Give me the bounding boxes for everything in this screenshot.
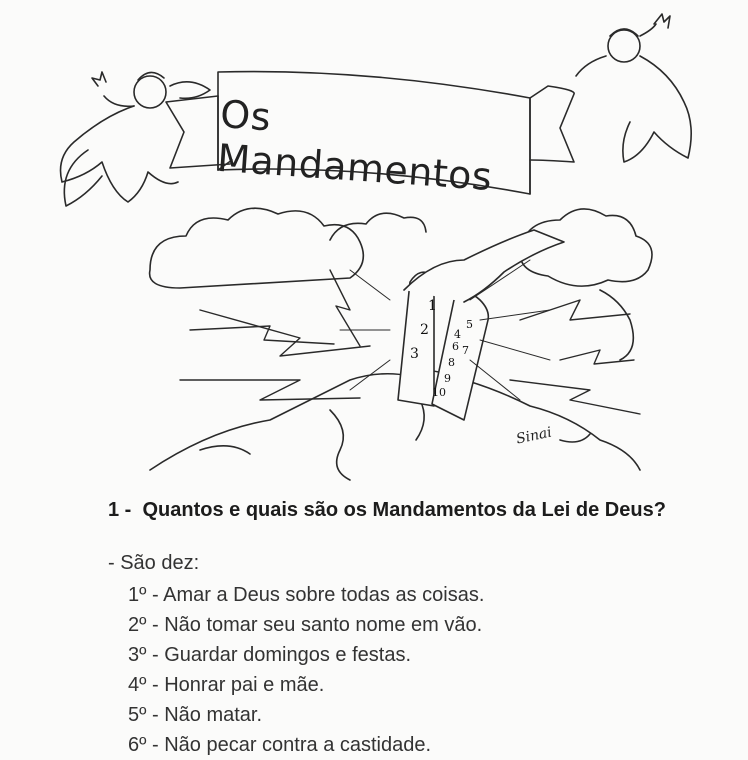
question-1	[108, 497, 708, 524]
commandment-ordinal: 3º	[128, 644, 147, 666]
commandment-ordinal: 1º	[128, 584, 147, 606]
right-angel-drawing	[576, 14, 691, 162]
commandment-ordinal: 5º	[128, 704, 147, 726]
tablet-left-number: 2	[420, 322, 429, 338]
question-number: 1 -	[108, 499, 132, 521]
commandment-ordinal: 6º	[128, 734, 147, 756]
list-item	[128, 700, 484, 730]
list-item	[128, 670, 484, 700]
commandment-ordinal: 2º	[128, 614, 147, 636]
list-item	[128, 610, 484, 640]
banner-title: Os Mandamentos	[215, 92, 494, 200]
commandment-text: - Amar a Deus sobre todas as coisas.	[152, 584, 485, 606]
commandment-text: - Guardar domingos e festas.	[152, 644, 412, 666]
list-item	[128, 580, 484, 610]
commandment-text: - Não tomar seu santo nome em vão.	[152, 614, 483, 636]
tablet-left-number: 1	[428, 298, 437, 314]
commandment-text: - Não matar.	[152, 704, 263, 726]
clouds-drawing	[150, 208, 652, 360]
commandment-text: - Não pecar contra a castidade.	[152, 734, 432, 756]
list-item	[128, 640, 484, 670]
tablet-right-number: 8	[448, 356, 455, 369]
tablet-right-number: 9	[444, 372, 451, 385]
question-text: Quantos e quais são os Mandamentos da Lei de Deus?	[142, 499, 666, 521]
commandment-ordinal: 4º	[128, 674, 147, 696]
commandment-text: - Honrar pai e mãe.	[152, 674, 325, 696]
tablet-right-number: 4	[454, 328, 461, 341]
tablet-right-number: 10	[432, 386, 446, 399]
tablet-right-number: 5	[466, 318, 473, 331]
tablet-right-number: 6	[452, 340, 459, 353]
commandment-list	[128, 580, 484, 760]
mountain-label: Sinai	[514, 424, 554, 448]
answer-intro: - São dez:	[108, 552, 200, 574]
tablet-right-number: 7	[462, 344, 469, 357]
left-angel-drawing	[61, 72, 211, 206]
tablet-left-number: 3	[410, 346, 419, 362]
